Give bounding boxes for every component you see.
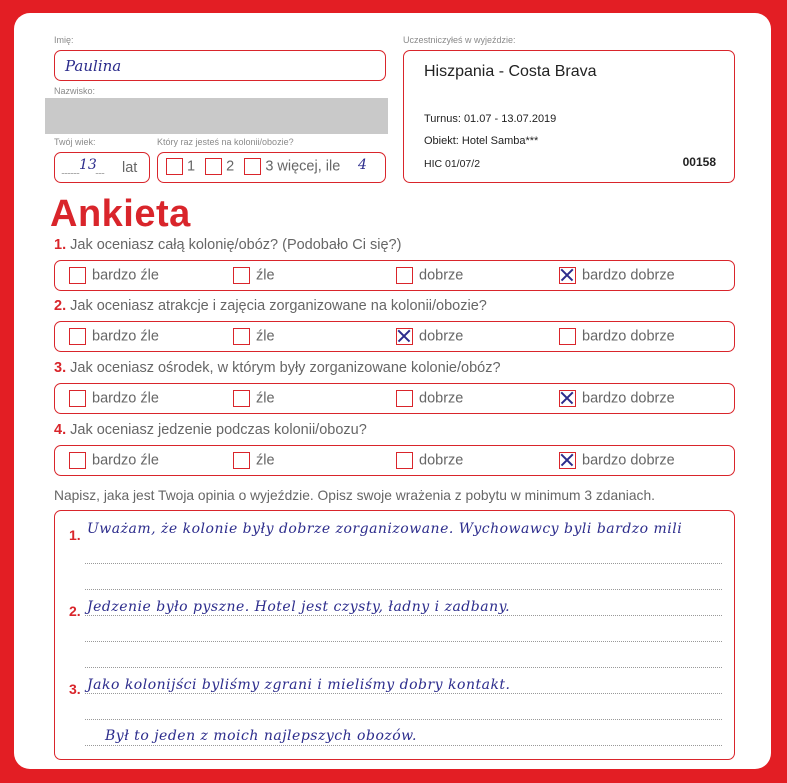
question-1 xyxy=(54,237,401,253)
checkbox[interactable] xyxy=(69,390,86,407)
form-number: 00158 xyxy=(682,155,716,169)
answer-option-label: źle xyxy=(256,328,275,345)
camp-count-1-label: 1 xyxy=(187,158,196,175)
trip-hotel: Obiekt: Hotel Samba*** xyxy=(424,135,539,147)
answer-option[interactable] xyxy=(69,390,159,407)
answer-option-label: bardzo dobrze xyxy=(582,267,675,284)
writing-line xyxy=(85,693,722,694)
checkbox[interactable] xyxy=(396,390,413,407)
answer-option[interactable] xyxy=(233,267,275,284)
checkbox[interactable] xyxy=(233,390,250,407)
checked-checkbox[interactable] xyxy=(559,452,576,469)
camp-count-1-checkbox[interactable] xyxy=(166,158,183,175)
opinion-field[interactable] xyxy=(54,510,735,760)
answer-option[interactable] xyxy=(69,328,159,345)
checkbox[interactable] xyxy=(233,328,250,345)
surname-redacted-field xyxy=(45,98,388,134)
writing-line xyxy=(85,615,722,616)
question-number: 2. xyxy=(54,298,67,314)
answer-option-label: bardzo źle xyxy=(92,390,159,407)
answer-option[interactable] xyxy=(559,390,675,407)
camp-count-2-checkbox[interactable] xyxy=(205,158,222,175)
writing-line xyxy=(85,719,722,720)
answer-option[interactable] xyxy=(233,452,275,469)
answer-option-label: dobrze xyxy=(419,328,464,345)
camp-count-field xyxy=(157,152,386,183)
answer-row-1 xyxy=(54,260,735,291)
age-unit: lat xyxy=(122,160,138,176)
answer-option-label: źle xyxy=(256,452,275,469)
answer-option[interactable] xyxy=(559,328,675,345)
answer-option-label: źle xyxy=(256,267,275,284)
writing-line xyxy=(85,667,722,668)
question-text: Jak oceniasz ośrodek, w którym były zorganizowane kolonie/obóz? xyxy=(70,360,501,376)
opinion-text-3b: Był to jeden z moich najlepszych obozów. xyxy=(105,728,417,744)
checkbox[interactable] xyxy=(233,452,250,469)
opinion-text-1: Uważam, że kolonie były dobrze zorganizowane. Wychowawcy byli bardzo mili xyxy=(87,521,683,537)
question-text: Jak oceniasz całą kolonię/obóz? (Podobało Ci się?) xyxy=(70,237,402,253)
question-text: Jak oceniasz atrakcje i zajęcia zorganizowane na kolonii/obozie? xyxy=(70,298,487,314)
trip-turnus: Turnus: 01.07 - 13.07.2019 xyxy=(424,113,557,125)
checkbox[interactable] xyxy=(69,267,86,284)
answer-option-label: bardzo dobrze xyxy=(582,328,675,345)
question-number: 1. xyxy=(54,237,67,253)
opinion-number-2: 2. xyxy=(69,603,81,619)
question-number: 3. xyxy=(54,360,67,376)
writing-line xyxy=(85,563,722,564)
writing-line xyxy=(85,589,722,590)
answer-option[interactable] xyxy=(396,328,463,345)
checkbox[interactable] xyxy=(396,452,413,469)
answer-option-label: bardzo źle xyxy=(92,267,159,284)
answer-option[interactable] xyxy=(396,452,463,469)
participant-label: Uczestniczyłeś w wyjeździe: xyxy=(403,35,516,45)
checkbox[interactable] xyxy=(69,328,86,345)
age-field[interactable] xyxy=(54,152,150,183)
trip-info-box xyxy=(403,50,735,183)
opinion-text-2: Jedzenie było pyszne. Hotel jest czysty, ładny i zadbany. xyxy=(87,599,511,615)
answer-row-4 xyxy=(54,445,735,476)
answer-option[interactable] xyxy=(396,390,463,407)
question-4 xyxy=(54,422,367,438)
answer-option-label: bardzo źle xyxy=(92,452,159,469)
trip-destination: Hiszpania - Costa Brava xyxy=(424,63,597,80)
answer-option[interactable] xyxy=(559,267,675,284)
checkbox[interactable] xyxy=(233,267,250,284)
name-label: Imię: xyxy=(54,35,74,45)
page-title: Ankieta xyxy=(50,193,191,235)
camp-count-2-label: 2 xyxy=(226,158,235,175)
answer-row-3 xyxy=(54,383,735,414)
writing-line xyxy=(85,641,722,642)
answer-option-label: bardzo dobrze xyxy=(582,390,675,407)
answer-option-label: bardzo dobrze xyxy=(582,452,675,469)
question-text: Jak oceniasz jedzenie podczas kolonii/obozu? xyxy=(70,422,367,438)
question-2 xyxy=(54,298,487,314)
answer-option[interactable] xyxy=(233,390,275,407)
age-label: Twój wiek: xyxy=(54,137,96,147)
answer-option-label: dobrze xyxy=(419,452,464,469)
name-field[interactable] xyxy=(54,50,386,81)
checked-checkbox[interactable] xyxy=(396,328,413,345)
survey-sheet xyxy=(14,13,771,769)
age-value: 13 xyxy=(79,157,97,173)
question-number: 4. xyxy=(54,422,67,438)
question-3 xyxy=(54,360,501,376)
surname-label: Nazwisko: xyxy=(54,86,96,96)
answer-option[interactable] xyxy=(69,267,159,284)
checked-checkbox[interactable] xyxy=(559,390,576,407)
opinion-number-1: 1. xyxy=(69,527,81,543)
answer-row-2 xyxy=(54,321,735,352)
answer-option-label: źle xyxy=(256,390,275,407)
answer-option[interactable] xyxy=(69,452,159,469)
camp-count-3plus-label: 3 więcej, ile xyxy=(265,158,341,175)
camp-count-value: 4 xyxy=(358,157,367,173)
answer-option[interactable] xyxy=(559,452,675,469)
answer-option-label: dobrze xyxy=(419,390,464,407)
name-value: Paulina xyxy=(65,57,122,75)
checkbox[interactable] xyxy=(559,328,576,345)
age-dots-left: ............ xyxy=(61,166,80,176)
age-dots-right: ...... xyxy=(95,166,105,176)
checkbox[interactable] xyxy=(69,452,86,469)
answer-option[interactable] xyxy=(233,328,275,345)
answer-option-label: bardzo źle xyxy=(92,328,159,345)
checked-checkbox[interactable] xyxy=(559,267,576,284)
camp-count-label: Który raz jesteś na kolonii/obozie? xyxy=(157,137,294,147)
trip-code: HIC 01/07/2 xyxy=(424,158,481,170)
opinion-number-3: 3. xyxy=(69,681,81,697)
answer-option[interactable] xyxy=(396,267,463,284)
camp-count-3plus-checkbox[interactable] xyxy=(244,158,261,175)
opinion-prompt: Napisz, jaka jest Twoja opinia o wyjeździe. Opisz swoje wrażenia z pobytu w minimum 3 zdaniach. xyxy=(54,488,655,503)
opinion-text-3a: Jako kolonijści byliśmy zgrani i mieliśmy dobry kontakt. xyxy=(87,677,511,693)
checkbox[interactable] xyxy=(396,267,413,284)
answer-option-label: dobrze xyxy=(419,267,464,284)
writing-line xyxy=(85,745,722,746)
